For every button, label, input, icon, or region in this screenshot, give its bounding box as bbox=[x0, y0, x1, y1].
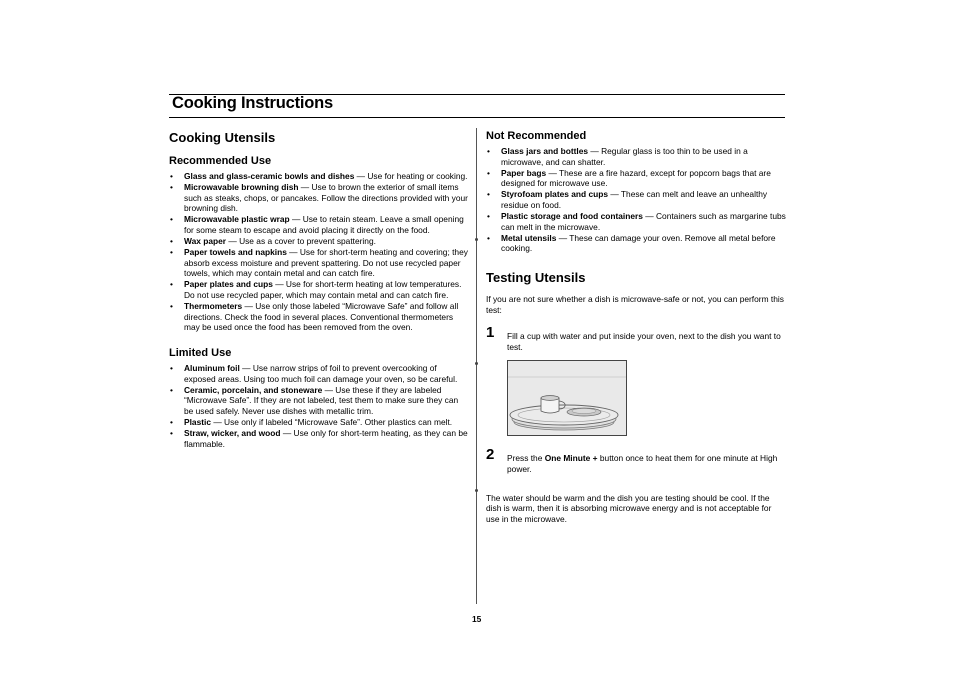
list-item bbox=[169, 385, 469, 417]
page-title: Cooking Instructions bbox=[172, 94, 334, 112]
step-text bbox=[507, 453, 786, 474]
one-minute-button-label: One Minute + bbox=[544, 453, 598, 464]
item-text: — Use for heating or cooking. bbox=[354, 171, 468, 181]
item-term: Thermometers bbox=[184, 301, 243, 312]
item-term: Paper plates and cups bbox=[184, 279, 273, 290]
step-number: 1 bbox=[486, 324, 495, 342]
column-divider bbox=[476, 128, 477, 604]
list-item bbox=[169, 182, 469, 214]
item-text: — Use to retain steam. Leave a small opening for some steam to escape and avoid placing it directly on the food. bbox=[184, 214, 464, 235]
list-item bbox=[486, 233, 786, 254]
not-recommended-heading: Not Recommended bbox=[486, 130, 587, 142]
step-text: Fill a cup with water and put inside your oven, next to the dish you want to test. bbox=[507, 331, 781, 352]
list-item bbox=[169, 363, 469, 384]
list-item bbox=[486, 189, 786, 210]
item-term: Metal utensils bbox=[501, 232, 557, 243]
testing-intro: If you are not sure whether a dish is microwave-safe or not, you can perform this test: bbox=[486, 293, 784, 315]
registration-dot bbox=[475, 362, 478, 365]
testing-utensils-heading: Testing Utensils bbox=[486, 269, 586, 285]
recommended-use-list bbox=[169, 171, 469, 333]
item-term: Microwavable plastic wrap bbox=[184, 214, 290, 225]
item-text: — Use only those labeled “Microwave Safe” and follow all directions. Check the food in several places. Conventional thermometers may be used once the food has been removed from the oven. bbox=[184, 301, 459, 333]
item-text: — These are a fire hazard, except for popcorn bags that are designed for microwave use. bbox=[501, 167, 771, 189]
list-item bbox=[169, 236, 469, 247]
registration-dot bbox=[475, 489, 478, 492]
item-text: — Use narrow strips of foil to prevent overcooking of exposed areas. Using too much foil can damage your oven, so be careful. bbox=[184, 362, 458, 384]
list-item bbox=[486, 211, 786, 232]
item-text: — Use only if labeled “Microwave Safe”. Other plastics can melt. bbox=[211, 416, 453, 427]
cup-and-dish-illustration bbox=[507, 360, 627, 436]
item-text: — Use for short-term heating and covering; they absorb excess moisture and prevent spattering. Do not use recycled paper towels, which may contain metal and can catch fire. bbox=[184, 247, 468, 279]
page-number: 15 bbox=[472, 614, 482, 624]
limited-use-list bbox=[169, 363, 469, 449]
item-text: — Containers such as margarine tubs can melt in the microwave. bbox=[501, 211, 786, 232]
title-bottom-rule bbox=[169, 117, 785, 118]
cup-and-dish-icon bbox=[508, 361, 626, 435]
item-term: Glass and glass-ceramic bowls and dishes bbox=[184, 171, 355, 181]
list-item bbox=[169, 279, 469, 300]
item-term: Wax paper bbox=[184, 236, 227, 247]
step-1 bbox=[486, 324, 786, 352]
item-text: — Use for short-term heating at low temperatures. Do not use recycled paper, which may contain metal and can catch fire. bbox=[184, 279, 462, 301]
testing-conclusion: The water should be warm and the dish you are testing should be cool. If the dish is warm, then it is absorbing microwave energy and is not acceptable for use in the microwave. bbox=[486, 492, 772, 524]
step-number: 2 bbox=[486, 446, 495, 464]
item-term: Paper bags bbox=[501, 167, 547, 178]
recommended-use-heading: Recommended Use bbox=[169, 155, 272, 167]
list-item bbox=[486, 168, 786, 189]
item-term: Styrofoam plates and cups bbox=[501, 189, 609, 200]
list-item bbox=[169, 171, 469, 182]
item-text: — Use to brown the exterior of small items such as steaks, chops, or pancakes. Follow the directions provided with your browning dish. bbox=[184, 182, 468, 214]
item-term: Ceramic, porcelain, and stoneware bbox=[184, 384, 323, 395]
item-text: — Use only for short-term heating, as they can be flammable. bbox=[184, 427, 468, 449]
registration-dot bbox=[475, 238, 478, 241]
step-text-pre: Press the bbox=[507, 453, 545, 464]
item-text: — Use as a cover to prevent spattering. bbox=[226, 236, 376, 247]
list-item bbox=[169, 247, 469, 279]
step-text-post: button once to heat them for one minute at High power. bbox=[507, 453, 778, 474]
list-item bbox=[169, 428, 469, 449]
list-item bbox=[169, 417, 469, 428]
item-term: Paper towels and napkins bbox=[184, 247, 287, 258]
item-term: Plastic bbox=[184, 416, 212, 427]
item-term: Aluminum foil bbox=[184, 362, 240, 373]
list-item bbox=[169, 301, 469, 333]
item-term: Plastic storage and food containers bbox=[501, 211, 643, 222]
step-2 bbox=[486, 446, 786, 474]
item-text: — These can damage your oven. Remove all metal before cooking. bbox=[501, 232, 776, 254]
right-column bbox=[486, 130, 786, 524]
left-column bbox=[169, 130, 469, 450]
list-item bbox=[486, 146, 786, 167]
list-item bbox=[169, 214, 469, 235]
cooking-utensils-heading: Cooking Utensils bbox=[169, 130, 276, 145]
item-term: Glass jars and bottles bbox=[501, 146, 589, 156]
limited-use-heading: Limited Use bbox=[169, 346, 232, 359]
item-text: — These can melt and leave an unhealthy residue on food. bbox=[501, 189, 768, 210]
not-recommended-list bbox=[486, 146, 786, 254]
item-text: — Use these if they are labeled “Microwave Safe”. If they are not labeled, test them to make sure they can be used safely. Never use dishes with metallic trim. bbox=[184, 384, 459, 416]
item-text: — Regular glass is too thin to be used in a microwave, and can shatter. bbox=[501, 146, 748, 167]
item-term: Straw, wicker, and wood bbox=[184, 427, 281, 438]
item-term: Microwavable browning dish bbox=[184, 182, 299, 193]
